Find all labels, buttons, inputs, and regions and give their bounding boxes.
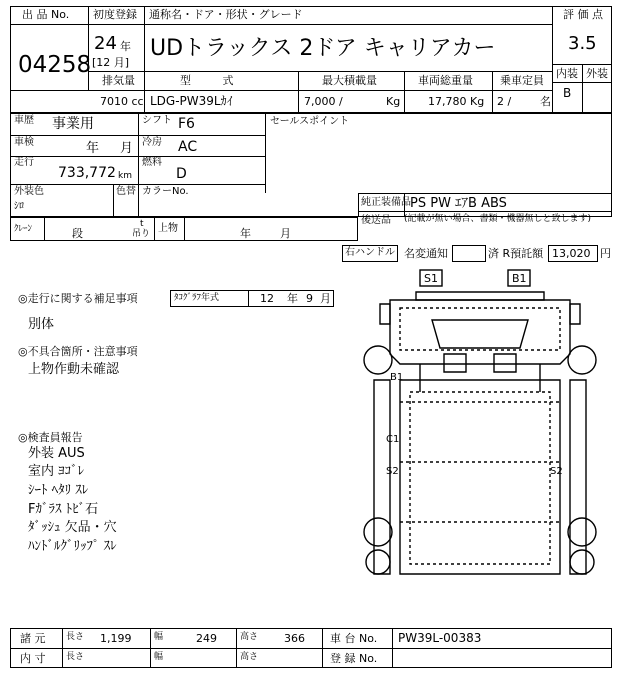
lot-label: 出 品 No. <box>22 8 70 21</box>
chassis: PW39L-00383 <box>398 631 482 645</box>
aftermarket-label: 後送品 <box>361 215 391 226</box>
body-equipment-label: 上物 <box>158 223 178 234</box>
aircon-label: 冷房 <box>142 137 162 148</box>
shift-label: シフト <box>142 115 172 126</box>
capacity-label: 乗車定員 <box>500 74 544 87</box>
equipment: PS PW ｴｱB ABS <box>410 196 507 211</box>
internal-label: 内 寸 <box>20 652 46 665</box>
interior-label: 内装 <box>556 67 578 80</box>
mileage-label: 走行 <box>14 157 34 168</box>
crane-hoist: 吊り <box>132 229 151 239</box>
length: 1,199 <box>100 632 132 645</box>
height-label: 高さ <box>240 632 259 642</box>
crane-label: ｸﾚｰﾝ <box>14 224 33 234</box>
equipment-label: 純正装備品 <box>361 197 411 208</box>
mark-c1: C1 <box>386 434 400 445</box>
fuel: D <box>176 166 187 182</box>
model: LDG-PW39Lｶｲ <box>150 94 233 108</box>
mileage-unit: km <box>118 171 132 181</box>
sales-point-label: セールスポイント <box>270 116 350 127</box>
in-width-label: 幅 <box>154 652 164 662</box>
report-line: 室内 ﾖｺﾞﾚ <box>28 464 85 479</box>
gvw-label: 車両総重量 <box>418 74 473 87</box>
truck-diagram <box>360 262 600 602</box>
defect-title: ◎不具合箇所・注意事項 <box>18 345 138 358</box>
mark-b1: B1 <box>390 372 404 383</box>
score-label: 評 価 点 <box>563 8 603 21</box>
reg-no-label: 登 録 No. <box>330 652 378 665</box>
deposit: 13,020 <box>552 247 591 260</box>
capacity-unit: 名 <box>540 95 551 108</box>
tacho-month: 9 <box>306 292 313 305</box>
report-line: ﾀﾞｯｼｭ 欠品・穴 <box>28 520 117 535</box>
driving-title: ◎走行に関する補足事項 <box>18 292 138 305</box>
inspection-month: 月 <box>120 141 134 156</box>
displacement-label: 排気量 <box>102 74 135 87</box>
report-line: Fｶﾞﾗｽ ﾄﾋﾞ石 <box>28 502 99 517</box>
name-change-box <box>452 245 486 262</box>
vehicle-name: UDトラックス 2ドア キャリアカー <box>150 36 496 61</box>
report-line: ﾊﾝﾄﾞﾙｸﾞﾘｯﾌﾟ ｽﾚ <box>28 539 117 554</box>
tacho-label: ﾀｺｸﾞﾗﾌ年式 <box>174 293 220 303</box>
model-label: 型 式 <box>180 74 248 87</box>
inspection-label: 車検 <box>14 137 34 148</box>
name-change: 名変通知 <box>404 247 448 260</box>
score: 3.5 <box>568 33 597 54</box>
gvw: 17,780 Kg <box>428 95 485 108</box>
length-label: 長さ <box>66 632 85 642</box>
history: 事業用 <box>52 116 94 132</box>
crane-stage: 段 <box>72 227 83 240</box>
mark-b1: B1 <box>512 272 527 285</box>
capacity: 2 / <box>497 95 512 108</box>
aircon: AC <box>178 139 198 155</box>
reg-year-unit: 年 <box>120 40 131 53</box>
width-label: 幅 <box>154 632 164 642</box>
first-reg-label: 初度登録 <box>93 8 137 21</box>
mark-s1: S1 <box>424 272 438 285</box>
defect-note: 上物作動未確認 <box>28 362 120 377</box>
tax-label: 済 R預託額 <box>488 247 544 260</box>
aftermarket-note: (記載が無い場合、書類・機器無しと致します) <box>404 214 592 224</box>
reg-month: [12 月] <box>92 56 130 69</box>
tacho-year-unit: 年 <box>287 292 298 305</box>
color-change-label: 色替 <box>116 186 136 197</box>
inspector-title: ◎検査員報告 <box>18 431 83 444</box>
body-year: 年 <box>240 227 251 240</box>
exterior-label: 外装 <box>586 67 608 80</box>
name-label: 通称名・ドア・形状・グレード <box>149 8 303 21</box>
lot-number: 04258 <box>18 52 92 78</box>
history-label: 車歴 <box>14 115 34 126</box>
color-no-label: カラーNo. <box>142 186 189 197</box>
exterior-color-label: 外装色 <box>14 186 44 197</box>
report-line: ｼｰﾄ ﾍﾀﾘ ｽﾚ <box>28 483 89 498</box>
driving-note: 別体 <box>28 317 55 332</box>
height: 366 <box>284 632 305 645</box>
payload-label: 最大積載量 <box>322 74 377 87</box>
exterior-color: ｼﾛ <box>14 201 24 212</box>
chassis-label: 車 台 No. <box>330 632 378 645</box>
inspection-year: 年 <box>86 141 100 156</box>
payload: 7,000 / <box>304 95 343 108</box>
yen: 円 <box>600 247 611 260</box>
in-length-label: 長さ <box>66 652 85 662</box>
report-line: 外装 AUS <box>28 446 85 461</box>
in-height-label: 高さ <box>240 652 259 662</box>
shift: F6 <box>178 116 195 132</box>
width: 249 <box>196 632 217 645</box>
mark-s2: S2 <box>550 466 563 477</box>
specs-label: 諸 元 <box>20 632 46 645</box>
crane-hoist-top: t <box>140 219 144 229</box>
body-month: 月 <box>280 227 291 240</box>
reg-year: 24 <box>94 33 117 54</box>
payload-unit: Kg <box>386 95 401 108</box>
displacement: 7010 cc <box>100 95 144 108</box>
right-hand: 右ハンドル <box>345 247 395 258</box>
fuel-label: 燃料 <box>142 157 162 168</box>
tacho-month-unit: 月 <box>320 292 331 305</box>
mileage: 733,772 <box>58 165 116 181</box>
tacho-year: 12 <box>260 292 274 305</box>
mark-s2: S2 <box>386 466 399 477</box>
interior-grade: B <box>563 86 572 100</box>
